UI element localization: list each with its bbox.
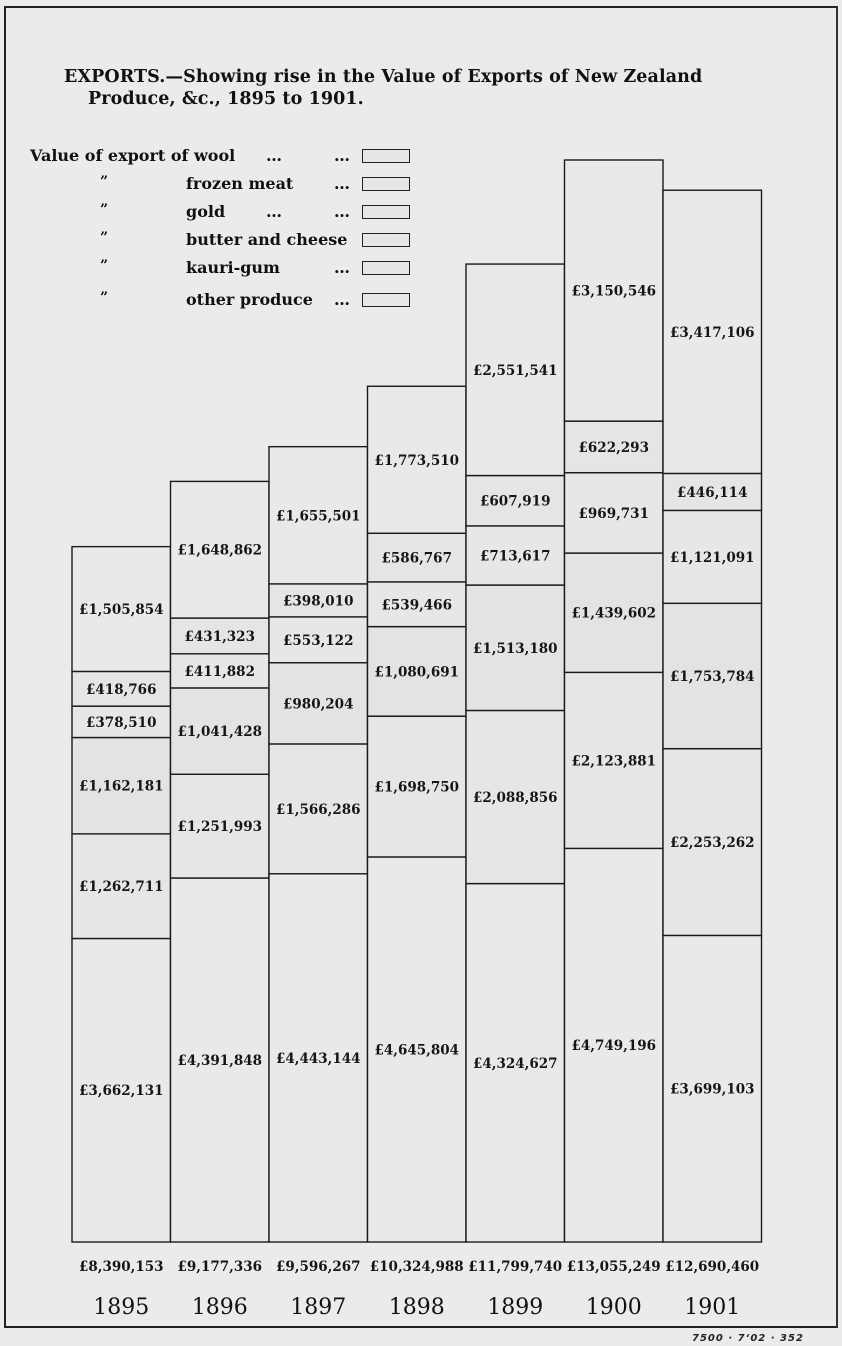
data-label: £607,919 [480, 493, 551, 510]
total-label: £9,596,267 [275, 1259, 361, 1275]
legend-label: Value of export of wool [30, 146, 236, 165]
ditto-mark: ” [100, 230, 109, 246]
legend-label: kauri-gum [186, 258, 280, 277]
data-label: £1,251,993 [177, 819, 263, 836]
legend-dots: … [266, 202, 283, 221]
legend-label: other produce [186, 290, 313, 309]
data-label: £446,114 [677, 484, 748, 501]
legend-dots: … [334, 146, 351, 165]
data-label: £1,773,510 [374, 452, 460, 469]
total-label: £11,799,740 [468, 1259, 563, 1275]
data-label: £1,439,602 [571, 605, 657, 622]
data-label: £1,121,091 [669, 549, 755, 566]
ditto-mark: ” [100, 290, 109, 306]
total-label: £8,390,153 [78, 1259, 164, 1275]
data-label: £980,204 [283, 696, 354, 713]
total-label: £9,177,336 [177, 1259, 263, 1275]
print-stamp: 7500 · 7ʻ02 · 352 [692, 1333, 804, 1344]
data-label: £2,551,541 [472, 362, 558, 379]
legend-dots: … [334, 290, 351, 309]
data-label: £1,655,501 [275, 508, 361, 525]
x-tick-label: 1899 [487, 1295, 544, 1320]
data-label: £4,391,848 [177, 1053, 263, 1070]
x-tick-label: 1898 [388, 1295, 445, 1320]
data-label: £418,766 [86, 681, 157, 698]
data-label: £969,731 [578, 505, 649, 522]
data-label: £1,162,181 [78, 778, 164, 795]
ditto-mark: ” [100, 202, 109, 218]
chart-title-line2: Produce, &c., 1895 to 1901. [88, 89, 364, 109]
bar-1900 [565, 160, 664, 1242]
total-label: £10,324,988 [369, 1259, 464, 1275]
data-label: £398,010 [283, 593, 354, 610]
bar-1901 [663, 190, 762, 1242]
data-label: £1,753,784 [669, 669, 755, 686]
data-label: £2,253,262 [669, 835, 755, 852]
data-label: £3,150,546 [571, 283, 657, 300]
data-label: £553,122 [283, 632, 354, 649]
data-label: £4,324,627 [472, 1055, 558, 1072]
ditto-mark: ” [100, 174, 109, 190]
x-tick-label: 1897 [290, 1295, 347, 1320]
data-label: £713,617 [480, 548, 551, 565]
data-label: £2,088,856 [472, 790, 558, 807]
data-label: £586,767 [381, 550, 452, 567]
legend-dots: … [334, 258, 351, 277]
data-label: £3,662,131 [78, 1083, 164, 1100]
data-label: £1,648,862 [177, 542, 263, 559]
data-label: £4,645,804 [374, 1042, 460, 1059]
x-tick-label: 1900 [585, 1295, 642, 1320]
legend-label: gold [186, 202, 226, 221]
legend-dots: … [266, 146, 283, 165]
bar-1897 [269, 447, 368, 1242]
data-label: £2,123,881 [571, 753, 657, 770]
legend-label: frozen meat [186, 174, 294, 193]
bar-1896 [171, 481, 270, 1242]
data-label: £3,417,106 [669, 324, 755, 341]
chart-title-line1: EXPORTS.—Showing rise in the Value of Exports of New Zealand [64, 67, 703, 87]
legend-label: butter and cheese [186, 230, 348, 249]
bar-1895 [72, 547, 171, 1242]
bar-1899 [466, 264, 565, 1242]
data-label: £1,262,711 [78, 879, 164, 896]
total-label: £13,055,249 [566, 1259, 661, 1275]
x-tick-label: 1901 [684, 1295, 741, 1320]
total-label: £12,690,460 [665, 1259, 760, 1275]
x-tick-label: 1896 [191, 1295, 248, 1320]
data-label: £1,566,286 [275, 801, 361, 818]
data-label: £1,505,854 [78, 602, 164, 619]
legend-dots: … [334, 202, 351, 221]
x-tick-label: 1895 [93, 1295, 150, 1320]
data-label: £4,443,144 [275, 1050, 361, 1067]
data-label: £431,323 [184, 628, 255, 645]
legend-dots: … [334, 174, 351, 193]
data-label: £1,698,750 [374, 779, 460, 796]
ditto-mark: ” [100, 258, 109, 274]
data-label: £1,513,180 [472, 640, 558, 657]
data-label: £539,466 [381, 597, 452, 614]
data-label: £4,749,196 [571, 1038, 657, 1055]
bar-1898 [368, 386, 467, 1242]
data-label: £3,699,103 [669, 1081, 755, 1098]
data-label: £378,510 [86, 714, 157, 731]
data-label: £411,882 [184, 663, 255, 680]
data-label: £1,080,691 [374, 664, 460, 681]
data-label: £622,293 [578, 439, 649, 456]
data-label: £1,041,428 [177, 724, 263, 741]
